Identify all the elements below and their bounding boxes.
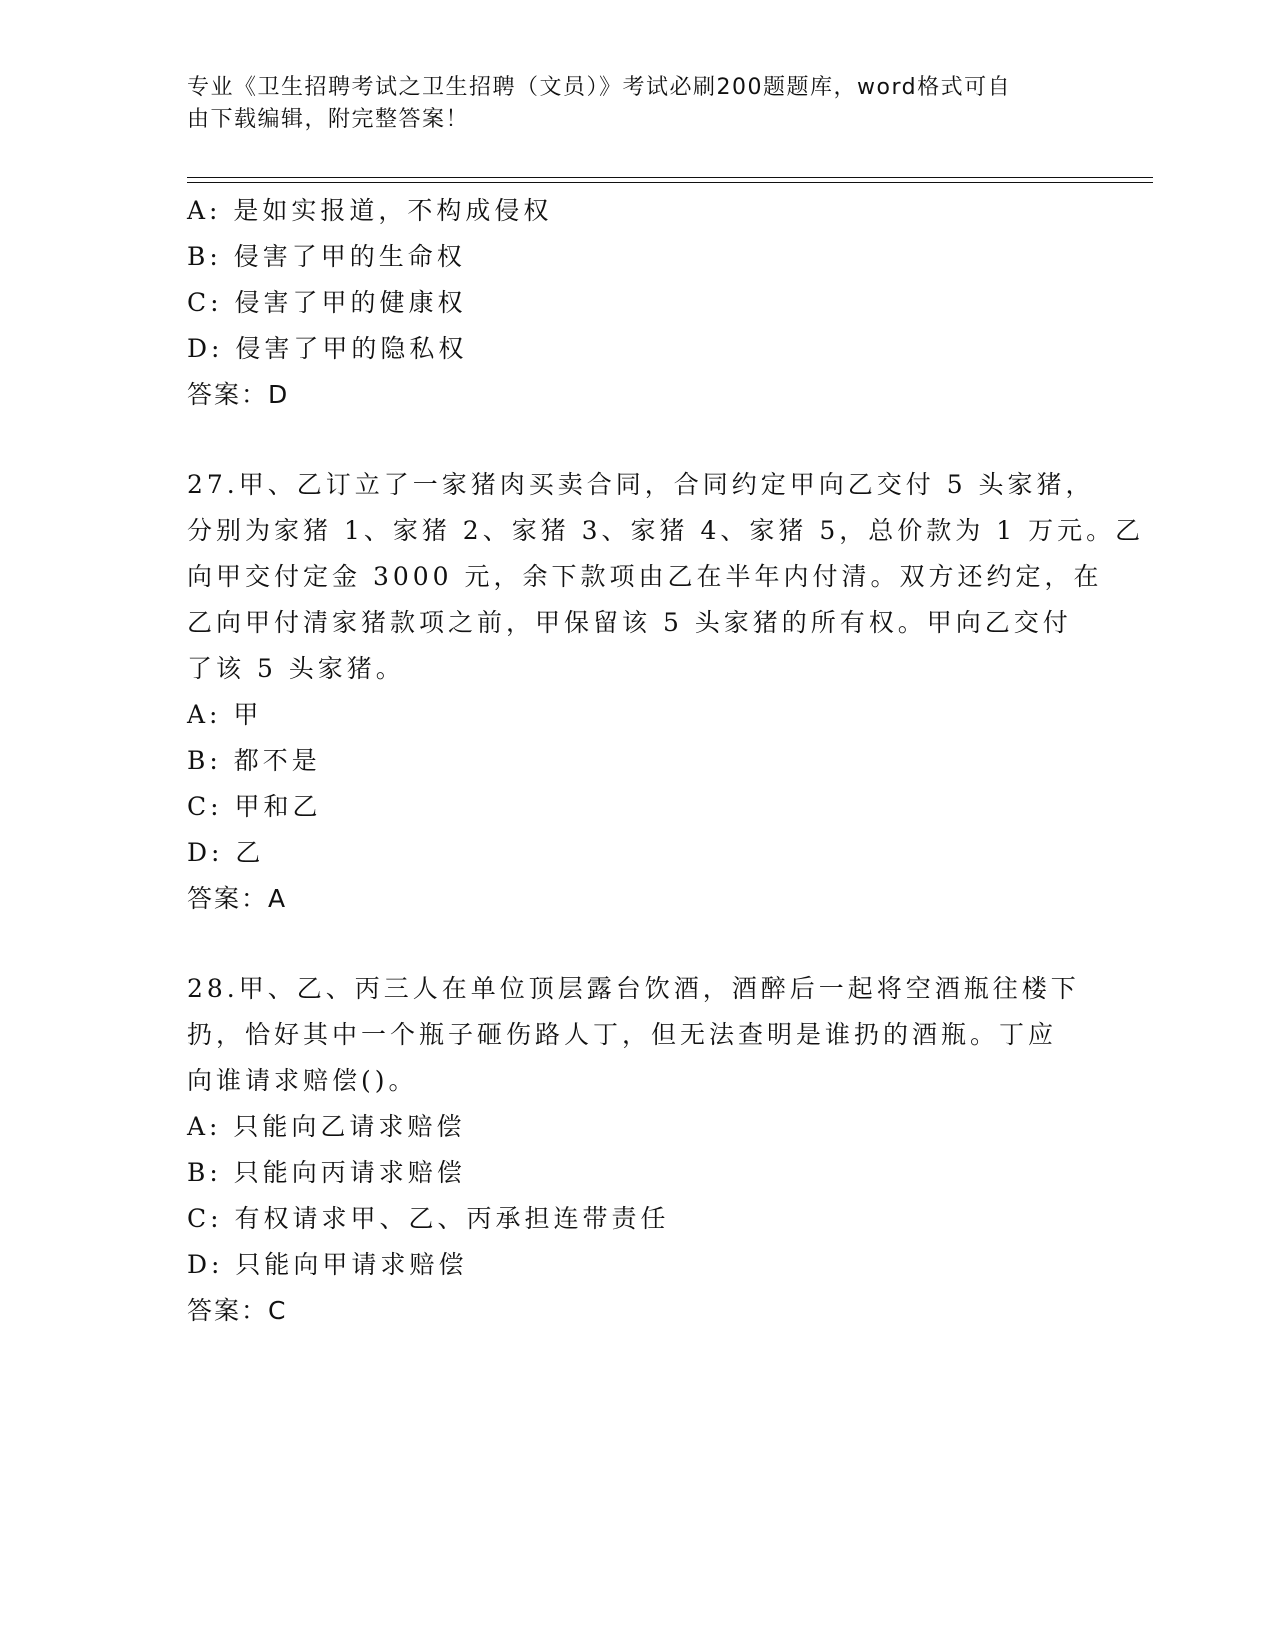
header-line-1: 专业《卫生招聘考试之卫生招聘（文员）》考试必刷200题题库，word格式可自 [187, 75, 1012, 100]
question-text-line: 了该 5 头家猪。 [187, 654, 405, 683]
header-divider-bottom [187, 182, 1153, 183]
header-divider-top [187, 177, 1153, 178]
option-a: A: 是如实报道，不构成侵权 [187, 196, 553, 225]
option-b: B: 只能向丙请求赔偿 [187, 1158, 466, 1187]
question-text-line: 向谁请求赔偿()。 [187, 1066, 418, 1095]
question-text-line: 乙向甲付清家猪款项之前，甲保留该 5 头家猪的所有权。甲向乙交付 [187, 608, 1072, 637]
answer: 答案：A [187, 884, 288, 913]
question-27 [187, 462, 1145, 922]
question-text-line: 28.甲、乙、丙三人在单位顶层露台饮酒，酒醉后一起将空酒瓶往楼下 [187, 974, 1080, 1003]
option-a: A: 只能向乙请求赔偿 [187, 1112, 466, 1141]
question-text-line: 向甲交付定金 3000 元，余下款项由乙在半年内付清。双方还约定，在 [187, 562, 1103, 591]
option-d: D: 只能向甲请求赔偿 [187, 1250, 468, 1279]
option-b: B: 都不是 [187, 746, 321, 775]
option-d: D: 侵害了甲的隐私权 [187, 334, 468, 363]
question-text-line: 27.甲、乙订立了一家猪肉买卖合同，合同约定甲向乙交付 5 头家猪， [187, 470, 1095, 499]
answer: 答案：C [187, 1296, 288, 1325]
question-text-line: 扔，恰好其中一个瓶子砸伤路人丁，但无法查明是谁扔的酒瓶。丁应 [187, 1020, 1058, 1049]
option-c: C: 甲和乙 [187, 792, 322, 821]
option-c: C: 有权请求甲、乙、丙承担连带责任 [187, 1204, 670, 1233]
document-header [187, 72, 1087, 136]
spacer [187, 418, 1087, 462]
option-b: B: 侵害了甲的生命权 [187, 242, 466, 271]
question-28 [187, 966, 1087, 1334]
question-26 [187, 188, 1087, 418]
option-a: A: 甲 [187, 700, 263, 729]
header-line-2: 由下载编辑，附完整答案！ [187, 107, 470, 132]
option-c: C: 侵害了甲的健康权 [187, 288, 467, 317]
document-body [187, 188, 1145, 1334]
spacer [187, 922, 1087, 966]
question-text-line: 分别为家猪 1、家猪 2、家猪 3、家猪 4、家猪 5，总价款为 1 万元。乙 [187, 516, 1145, 545]
answer: 答案：D [187, 380, 290, 409]
option-d: D: 乙 [187, 838, 265, 867]
